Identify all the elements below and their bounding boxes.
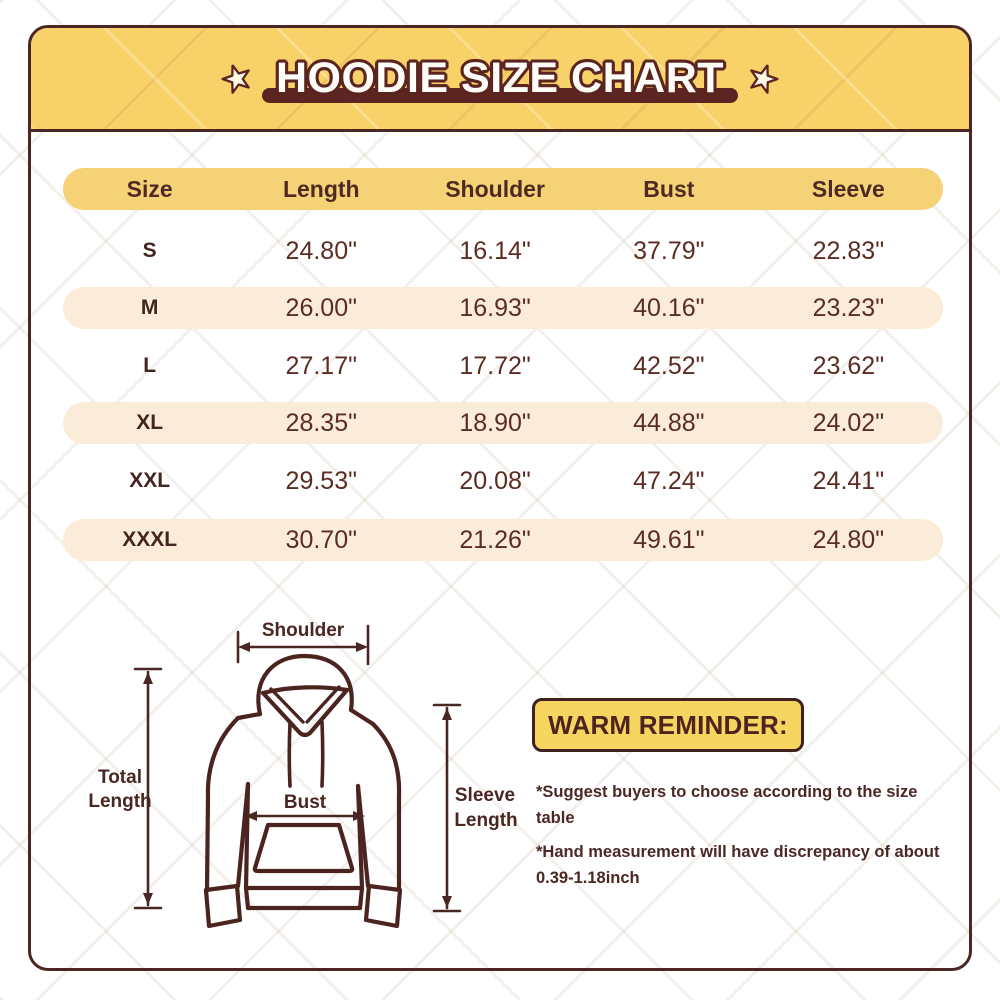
warm-reminder-heading: WARM REMINDER: xyxy=(548,709,788,740)
shoulder-value: 18.90" xyxy=(459,408,531,437)
hoodie-outline xyxy=(206,656,400,926)
length-value: 24.80" xyxy=(285,236,357,265)
warm-reminder-box xyxy=(532,698,804,752)
length-value: 29.53" xyxy=(285,466,357,495)
bust-value: 44.88" xyxy=(633,408,705,437)
star-icon xyxy=(744,60,782,98)
length-value: 28.35" xyxy=(285,408,357,437)
size-label: XL xyxy=(136,411,164,434)
total-length-dimension-label: Total xyxy=(98,767,142,788)
length-value: 30.70" xyxy=(285,525,357,554)
size-label: XXL xyxy=(129,469,171,492)
size-label: M xyxy=(140,296,159,319)
bust-value: 40.16" xyxy=(633,293,705,322)
title-banner xyxy=(31,28,969,132)
reminder-note: *Suggest buyers to choose according to the size table xyxy=(536,783,918,827)
column-header-shoulder: Shoulder xyxy=(445,175,545,202)
shoulder-dimension-label: Shoulder xyxy=(261,620,345,641)
reminder-note: *Hand measurement will have discrepancy of about xyxy=(536,843,940,861)
table-row xyxy=(63,345,943,387)
bust-dimension-label: Bust xyxy=(283,792,327,813)
column-header-sleeve: Sleeve xyxy=(811,175,885,202)
shoulder-value: 16.93" xyxy=(459,293,531,322)
size-label: L xyxy=(143,354,157,377)
table-row xyxy=(63,230,943,272)
table-row xyxy=(63,519,943,561)
size-label: S xyxy=(142,239,157,262)
column-header-bust: Bust xyxy=(643,175,695,202)
column-header-length: Length xyxy=(282,175,360,202)
total-length-dimension-label: Length xyxy=(88,791,152,812)
size-label: XXXL xyxy=(122,528,178,551)
table-row xyxy=(63,460,943,502)
shoulder-value: 21.26" xyxy=(459,525,531,554)
reminder-notes xyxy=(536,779,940,891)
sleeve-value: 24.80" xyxy=(812,525,885,554)
table-row xyxy=(63,402,943,444)
shoulder-value: 17.72" xyxy=(459,351,531,380)
sleeve-value: 24.41" xyxy=(812,466,885,495)
hoodie-measurement-diagram xyxy=(90,600,520,980)
bust-value: 42.52" xyxy=(633,351,705,380)
sleeve-value: 23.23" xyxy=(812,293,885,322)
table-row xyxy=(63,287,943,329)
sleeve-value: 23.62" xyxy=(812,351,885,380)
reminder-note: 0.39-1.18inch xyxy=(536,869,640,887)
bust-value: 49.61" xyxy=(633,525,705,554)
length-value: 26.00" xyxy=(285,293,357,322)
bust-value: 37.79" xyxy=(633,236,705,265)
sleeve-value: 24.02" xyxy=(812,408,885,437)
sleeve-length-dimension-label: Length xyxy=(454,810,518,831)
bust-value: 47.24" xyxy=(633,466,705,495)
sleeve-value: 22.83" xyxy=(812,236,885,265)
star-icon xyxy=(218,60,256,98)
dimension-arrows xyxy=(135,626,460,911)
sleeve-length-dimension-label: Sleeve xyxy=(454,785,516,806)
shoulder-value: 16.14" xyxy=(459,236,531,265)
length-value: 27.17" xyxy=(285,351,357,380)
shoulder-value: 20.08" xyxy=(459,466,531,495)
page-title: HOODIE SIZE CHART xyxy=(275,54,725,102)
column-header-size: Size xyxy=(126,175,173,202)
table-header-row xyxy=(63,168,943,210)
title-group xyxy=(276,54,724,103)
